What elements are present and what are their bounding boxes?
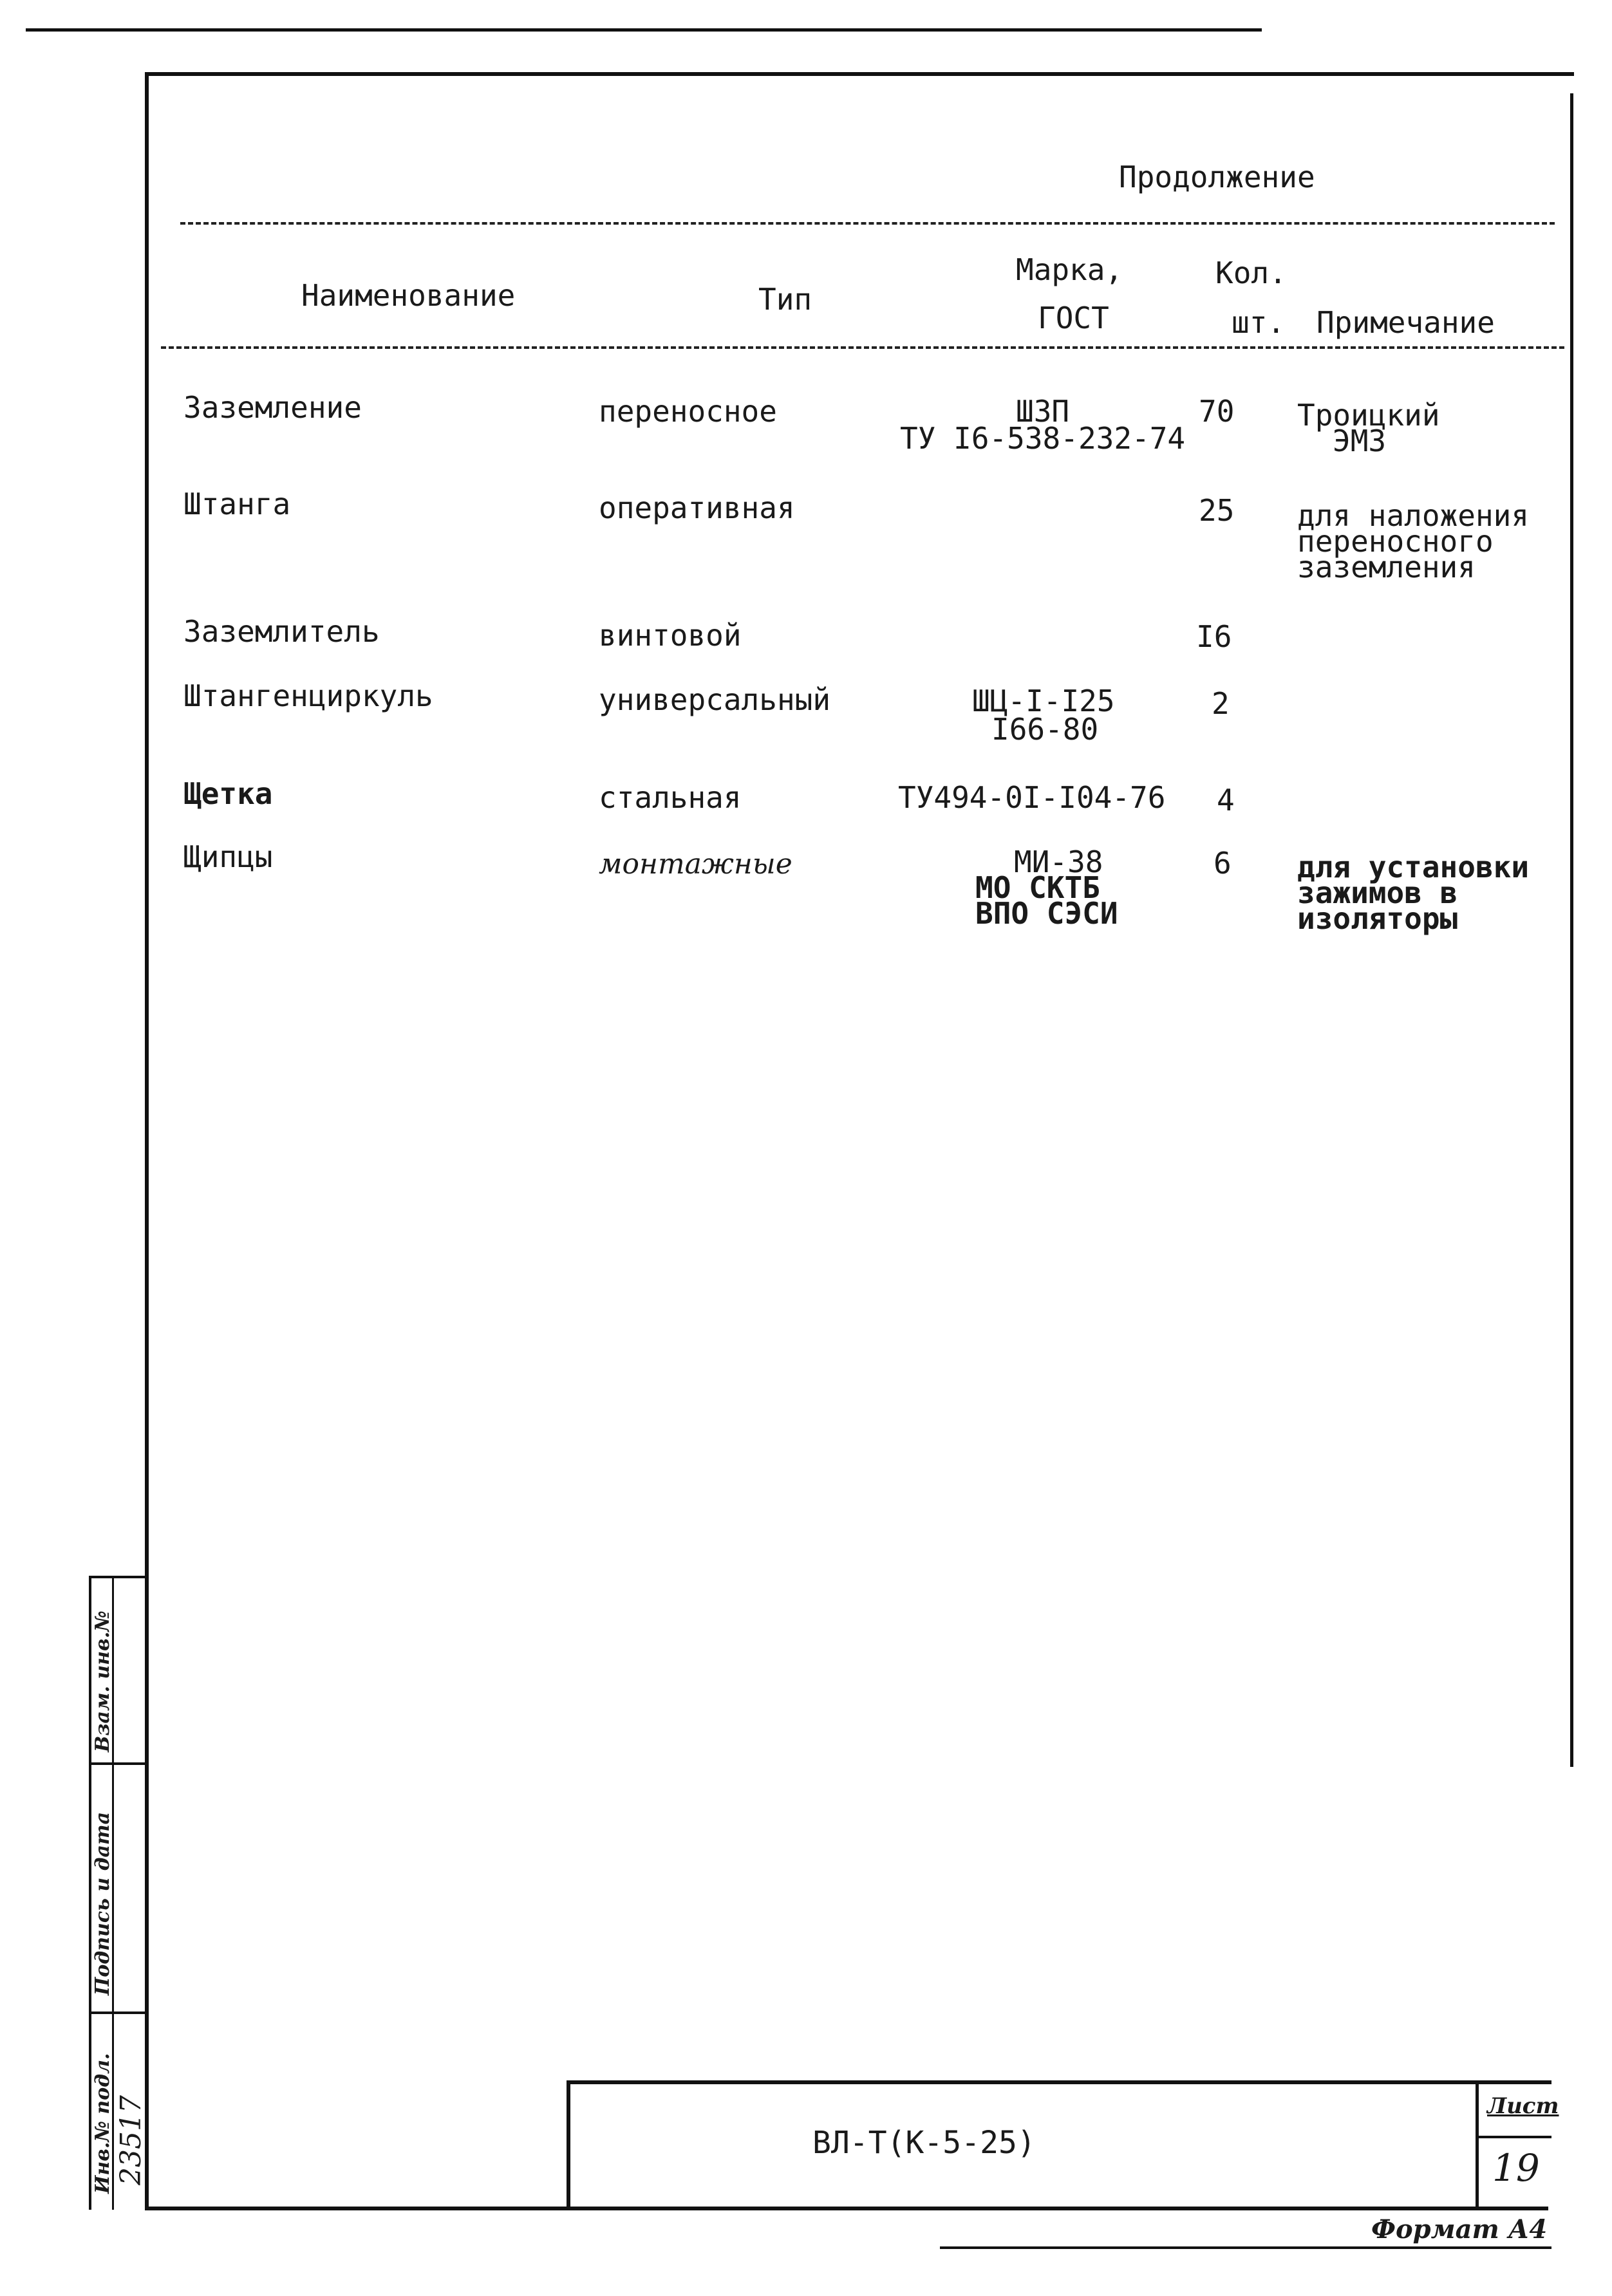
row-1-qty: 70	[1199, 394, 1235, 429]
col-header-mark-line2: ГОСТ	[1038, 301, 1109, 335]
row-1-note-line1: Троицкий	[1297, 398, 1440, 433]
row-2-name: Штанга	[183, 487, 291, 521]
format-label: Формат А4	[1371, 2214, 1548, 2245]
row-4-name: Штангенциркуль	[183, 678, 433, 713]
header-top-rule	[180, 222, 1555, 225]
row-6-note-line1: для установки	[1297, 850, 1530, 884]
row-1-note-line2: ЭМЗ	[1333, 424, 1387, 458]
col-header-mark-line1: Марка,	[1016, 252, 1123, 287]
row-1-mark-line2: ТУ I6-538-232-74	[900, 421, 1186, 456]
side-stamp-inv-no-label: Инв.№ подл.	[91, 2053, 114, 2194]
row-2-note-line1: для наложения	[1297, 498, 1530, 533]
row-6-note-line3: изоляторы	[1297, 901, 1458, 936]
continuation-label: Продолжение	[1119, 160, 1315, 194]
row-6-qty: 6	[1214, 846, 1232, 881]
row-5-mark: ТУ494-0I-I04-76	[898, 780, 1166, 815]
side-stamp-inv-no-value: 23517	[115, 2095, 147, 2185]
side-stamp-sign-date-label: Подпись и дата	[91, 1811, 114, 1995]
row-2-note-line2: переносного	[1297, 524, 1494, 559]
drawing-designation: ВЛ-Т(К-5-25)	[812, 2125, 1036, 2161]
col-header-qty-line2: шт.	[1232, 305, 1286, 340]
row-1-type: переносное	[599, 394, 777, 429]
row-5-type: стальная	[599, 780, 742, 815]
col-header-note: Примечание	[1317, 305, 1495, 340]
row-6-type: монтажные	[599, 848, 792, 881]
frame-bottom	[145, 2207, 1548, 2210]
side-stamp-replace-label: Взам. инв.№	[91, 1610, 114, 1752]
title-block-sheet-sep	[1476, 2136, 1551, 2138]
row-4-mark-line1: ШЦ-I-I25	[972, 684, 1115, 718]
side-stamp-sep-2	[89, 2011, 148, 2014]
row-4-type: универсальный	[599, 682, 831, 717]
frame-left	[145, 72, 149, 2209]
row-2-type: оперативная	[599, 490, 795, 525]
row-3-qty: I6	[1196, 619, 1232, 654]
title-block-sheet-divider	[1476, 2080, 1479, 2209]
row-6-name: Щипцы	[183, 839, 273, 874]
row-6-mark-line1: МИ-38	[1014, 845, 1103, 879]
sheet-number: 19	[1492, 2146, 1540, 2190]
row-4-mark-line2: I66-80	[991, 712, 1099, 747]
side-stamp-sep-1	[89, 1762, 148, 1765]
side-stamp-top	[89, 1576, 148, 1578]
col-header-name: Наименование	[301, 278, 516, 313]
row-1-name: Заземление	[183, 390, 362, 425]
frame-right	[1570, 93, 1573, 1767]
row-3-type: винтовой	[599, 618, 742, 653]
top-stray-line	[26, 28, 1262, 32]
frame-top	[145, 72, 1574, 76]
row-5-name: Щетка	[183, 776, 273, 811]
col-header-type: Тип	[758, 282, 812, 317]
col-header-qty-line1: Кол.	[1215, 256, 1287, 290]
sheet-label: Лист	[1487, 2093, 1559, 2119]
row-5-qty: 4	[1217, 783, 1235, 817]
row-2-note-line3: заземления	[1297, 550, 1476, 584]
row-6-mark-line2: МО СКТБ	[975, 870, 1100, 905]
bottom-stray-line	[940, 2246, 1551, 2249]
row-6-note-line2: зажимов в	[1297, 875, 1458, 910]
header-bottom-rule	[161, 346, 1564, 349]
title-block-top	[567, 2080, 1551, 2084]
row-4-qty: 2	[1212, 686, 1230, 721]
row-1-mark-line1: ШЗП	[1016, 394, 1070, 429]
title-block-left	[567, 2080, 570, 2209]
row-6-mark-line3: ВПО СЭСИ	[975, 896, 1118, 931]
row-2-qty: 25	[1199, 493, 1235, 528]
row-3-name: Заземлитель	[183, 614, 380, 649]
